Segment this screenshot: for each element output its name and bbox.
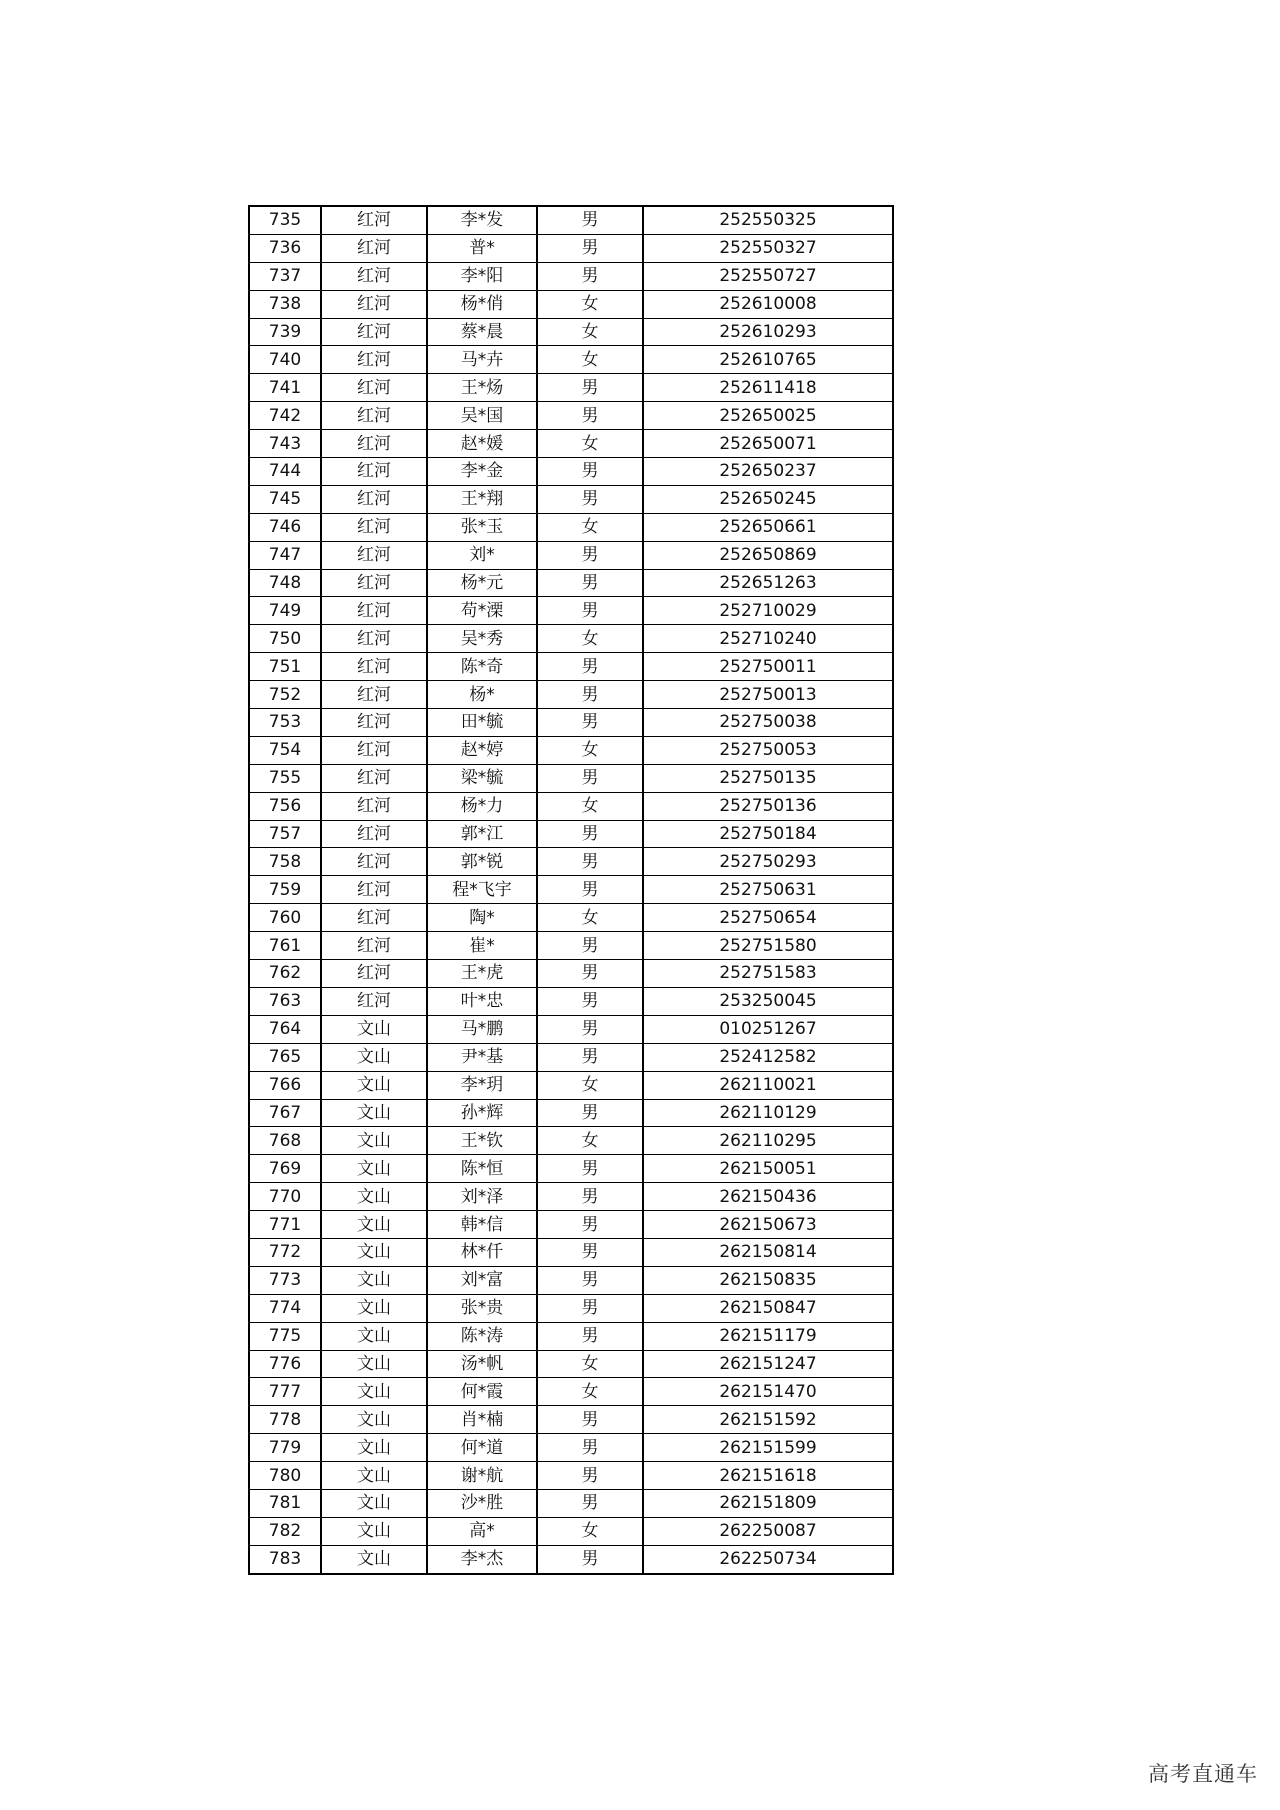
table-row xyxy=(249,1043,893,1071)
cell-name: 高* xyxy=(427,1517,537,1545)
cell-exam-id: 262151592 xyxy=(643,1406,893,1434)
cell-region: 红河 xyxy=(321,513,427,541)
cell-serial-number: 738 xyxy=(249,290,321,318)
cell-gender: 女 xyxy=(537,904,643,932)
cell-name: 吴*国 xyxy=(427,402,537,430)
table-row xyxy=(249,262,893,290)
cell-name: 林*仟 xyxy=(427,1238,537,1266)
cell-name: 赵*媛 xyxy=(427,430,537,458)
cell-region: 红河 xyxy=(321,932,427,960)
cell-serial-number: 757 xyxy=(249,820,321,848)
cell-gender: 男 xyxy=(537,876,643,904)
cell-name: 苟*溧 xyxy=(427,597,537,625)
table-row xyxy=(249,1015,893,1043)
cell-region: 文山 xyxy=(321,1183,427,1211)
cell-name: 王*炀 xyxy=(427,374,537,402)
cell-serial-number: 755 xyxy=(249,764,321,792)
cell-serial-number: 775 xyxy=(249,1322,321,1350)
cell-gender: 男 xyxy=(537,987,643,1015)
table-row xyxy=(249,1294,893,1322)
cell-exam-id: 252750011 xyxy=(643,653,893,681)
cell-name: 李*杰 xyxy=(427,1545,537,1573)
table-row xyxy=(249,1350,893,1378)
cell-region: 文山 xyxy=(321,1462,427,1490)
cell-serial-number: 737 xyxy=(249,262,321,290)
cell-region: 红河 xyxy=(321,681,427,709)
table-row xyxy=(249,513,893,541)
cell-name: 杨*力 xyxy=(427,792,537,820)
cell-gender: 女 xyxy=(537,346,643,374)
cell-name: 叶*忠 xyxy=(427,987,537,1015)
cell-gender: 男 xyxy=(537,1294,643,1322)
cell-serial-number: 749 xyxy=(249,597,321,625)
cell-serial-number: 751 xyxy=(249,653,321,681)
cell-gender: 男 xyxy=(537,262,643,290)
cell-name: 普* xyxy=(427,234,537,262)
cell-serial-number: 740 xyxy=(249,346,321,374)
cell-region: 红河 xyxy=(321,234,427,262)
cell-gender: 男 xyxy=(537,569,643,597)
cell-serial-number: 750 xyxy=(249,625,321,653)
cell-gender: 男 xyxy=(537,764,643,792)
cell-exam-id: 252650245 xyxy=(643,485,893,513)
cell-exam-id: 262150814 xyxy=(643,1238,893,1266)
cell-gender: 男 xyxy=(537,1545,643,1573)
cell-exam-id: 252750136 xyxy=(643,792,893,820)
cell-exam-id: 262151179 xyxy=(643,1322,893,1350)
cell-serial-number: 761 xyxy=(249,932,321,960)
table-row xyxy=(249,1462,893,1490)
cell-name: 孙*辉 xyxy=(427,1099,537,1127)
table-row xyxy=(249,318,893,346)
cell-region: 文山 xyxy=(321,1015,427,1043)
cell-region: 文山 xyxy=(321,1127,427,1155)
table-row xyxy=(249,1434,893,1462)
cell-gender: 男 xyxy=(537,1155,643,1183)
cell-serial-number: 768 xyxy=(249,1127,321,1155)
table-row xyxy=(249,1155,893,1183)
cell-name: 马*卉 xyxy=(427,346,537,374)
cell-serial-number: 741 xyxy=(249,374,321,402)
cell-exam-id: 262110295 xyxy=(643,1127,893,1155)
cell-gender: 男 xyxy=(537,402,643,430)
cell-region: 红河 xyxy=(321,792,427,820)
cell-gender: 男 xyxy=(537,1015,643,1043)
cell-region: 红河 xyxy=(321,653,427,681)
cell-serial-number: 765 xyxy=(249,1043,321,1071)
cell-name: 何*道 xyxy=(427,1434,537,1462)
table-row xyxy=(249,1545,893,1573)
table-row xyxy=(249,987,893,1015)
cell-gender: 女 xyxy=(537,792,643,820)
cell-exam-id: 252710029 xyxy=(643,597,893,625)
cell-exam-id: 262151247 xyxy=(643,1350,893,1378)
cell-name: 陈*奇 xyxy=(427,653,537,681)
cell-exam-id: 262150847 xyxy=(643,1294,893,1322)
cell-exam-id: 252650869 xyxy=(643,541,893,569)
cell-gender: 男 xyxy=(537,1462,643,1490)
table-row xyxy=(249,848,893,876)
cell-region: 文山 xyxy=(321,1211,427,1239)
cell-region: 文山 xyxy=(321,1378,427,1406)
cell-region: 红河 xyxy=(321,206,427,234)
cell-exam-id: 252610293 xyxy=(643,318,893,346)
cell-exam-id: 262150835 xyxy=(643,1266,893,1294)
cell-name: 汤*帆 xyxy=(427,1350,537,1378)
cell-region: 红河 xyxy=(321,764,427,792)
cell-serial-number: 771 xyxy=(249,1211,321,1239)
cell-exam-id: 252650071 xyxy=(643,430,893,458)
cell-region: 红河 xyxy=(321,904,427,932)
cell-serial-number: 756 xyxy=(249,792,321,820)
cell-exam-id: 262151618 xyxy=(643,1462,893,1490)
cell-gender: 男 xyxy=(537,1183,643,1211)
cell-region: 红河 xyxy=(321,290,427,318)
cell-region: 文山 xyxy=(321,1155,427,1183)
cell-gender: 男 xyxy=(537,1099,643,1127)
table-row xyxy=(249,1211,893,1239)
cell-region: 文山 xyxy=(321,1099,427,1127)
cell-region: 文山 xyxy=(321,1071,427,1099)
cell-exam-id: 262110129 xyxy=(643,1099,893,1127)
cell-gender: 男 xyxy=(537,1406,643,1434)
cell-name: 张*贵 xyxy=(427,1294,537,1322)
table-row xyxy=(249,541,893,569)
table-row xyxy=(249,374,893,402)
cell-region: 红河 xyxy=(321,262,427,290)
cell-serial-number: 776 xyxy=(249,1350,321,1378)
cell-serial-number: 766 xyxy=(249,1071,321,1099)
cell-name: 王*虎 xyxy=(427,960,537,988)
cell-serial-number: 760 xyxy=(249,904,321,932)
cell-gender: 男 xyxy=(537,206,643,234)
admission-roster-table xyxy=(248,205,894,1575)
cell-region: 红河 xyxy=(321,458,427,486)
cell-serial-number: 758 xyxy=(249,848,321,876)
cell-exam-id: 262151599 xyxy=(643,1434,893,1462)
table-row xyxy=(249,681,893,709)
cell-name: 李*玥 xyxy=(427,1071,537,1099)
cell-serial-number: 763 xyxy=(249,987,321,1015)
table-row xyxy=(249,820,893,848)
cell-gender: 男 xyxy=(537,681,643,709)
cell-name: 刘*富 xyxy=(427,1266,537,1294)
cell-exam-id: 262150436 xyxy=(643,1183,893,1211)
roster-table-body xyxy=(249,206,893,1574)
cell-name: 蔡*晨 xyxy=(427,318,537,346)
cell-name: 王*翔 xyxy=(427,485,537,513)
cell-gender: 男 xyxy=(537,485,643,513)
cell-region: 红河 xyxy=(321,430,427,458)
cell-name: 陶* xyxy=(427,904,537,932)
cell-exam-id: 252751583 xyxy=(643,960,893,988)
cell-exam-id: 252650661 xyxy=(643,513,893,541)
cell-exam-id: 262250734 xyxy=(643,1545,893,1573)
cell-name: 赵*婷 xyxy=(427,736,537,764)
cell-exam-id: 253250045 xyxy=(643,987,893,1015)
cell-region: 文山 xyxy=(321,1406,427,1434)
cell-region: 红河 xyxy=(321,597,427,625)
cell-region: 红河 xyxy=(321,709,427,737)
cell-name: 李*金 xyxy=(427,458,537,486)
cell-region: 红河 xyxy=(321,987,427,1015)
cell-serial-number: 762 xyxy=(249,960,321,988)
table-row xyxy=(249,458,893,486)
cell-region: 文山 xyxy=(321,1545,427,1573)
cell-name: 吴*秀 xyxy=(427,625,537,653)
cell-exam-id: 252750184 xyxy=(643,820,893,848)
cell-region: 红河 xyxy=(321,569,427,597)
table-row xyxy=(249,1406,893,1434)
cell-exam-id: 262250087 xyxy=(643,1517,893,1545)
table-row xyxy=(249,960,893,988)
cell-region: 文山 xyxy=(321,1238,427,1266)
cell-exam-id: 252751580 xyxy=(643,932,893,960)
cell-exam-id: 252750631 xyxy=(643,876,893,904)
cell-exam-id: 252750293 xyxy=(643,848,893,876)
cell-gender: 女 xyxy=(537,318,643,346)
cell-gender: 女 xyxy=(537,736,643,764)
cell-region: 红河 xyxy=(321,736,427,764)
cell-region: 文山 xyxy=(321,1266,427,1294)
cell-name: 杨*俏 xyxy=(427,290,537,318)
cell-exam-id: 252651263 xyxy=(643,569,893,597)
cell-name: 刘* xyxy=(427,541,537,569)
cell-region: 红河 xyxy=(321,346,427,374)
cell-exam-id: 252750013 xyxy=(643,681,893,709)
cell-name: 杨* xyxy=(427,681,537,709)
cell-exam-id: 262150673 xyxy=(643,1211,893,1239)
cell-serial-number: 772 xyxy=(249,1238,321,1266)
cell-region: 红河 xyxy=(321,318,427,346)
cell-gender: 男 xyxy=(537,1434,643,1462)
cell-serial-number: 783 xyxy=(249,1545,321,1573)
cell-exam-id: 252610008 xyxy=(643,290,893,318)
cell-gender: 男 xyxy=(537,1043,643,1071)
cell-serial-number: 779 xyxy=(249,1434,321,1462)
table-row xyxy=(249,1127,893,1155)
cell-gender: 男 xyxy=(537,1266,643,1294)
cell-name: 王*钦 xyxy=(427,1127,537,1155)
cell-serial-number: 774 xyxy=(249,1294,321,1322)
cell-exam-id: 252611418 xyxy=(643,374,893,402)
cell-region: 红河 xyxy=(321,625,427,653)
cell-exam-id: 252750038 xyxy=(643,709,893,737)
watermark-text: 高考直通车 xyxy=(1148,1762,1258,1786)
cell-name: 马*鹏 xyxy=(427,1015,537,1043)
cell-region: 红河 xyxy=(321,485,427,513)
cell-exam-id: 262110021 xyxy=(643,1071,893,1099)
cell-gender: 男 xyxy=(537,709,643,737)
cell-gender: 男 xyxy=(537,848,643,876)
table-row xyxy=(249,932,893,960)
cell-serial-number: 743 xyxy=(249,430,321,458)
cell-gender: 男 xyxy=(537,234,643,262)
cell-serial-number: 759 xyxy=(249,876,321,904)
table-row xyxy=(249,1099,893,1127)
table-row xyxy=(249,709,893,737)
cell-name: 何*霞 xyxy=(427,1378,537,1406)
cell-name: 郭*锐 xyxy=(427,848,537,876)
cell-serial-number: 754 xyxy=(249,736,321,764)
cell-serial-number: 752 xyxy=(249,681,321,709)
table-row xyxy=(249,1322,893,1350)
cell-region: 文山 xyxy=(321,1294,427,1322)
cell-exam-id: 262150051 xyxy=(643,1155,893,1183)
cell-gender: 女 xyxy=(537,430,643,458)
cell-exam-id: 252550325 xyxy=(643,206,893,234)
table-row xyxy=(249,597,893,625)
cell-serial-number: 780 xyxy=(249,1462,321,1490)
cell-gender: 男 xyxy=(537,1238,643,1266)
cell-serial-number: 753 xyxy=(249,709,321,737)
cell-gender: 男 xyxy=(537,1322,643,1350)
cell-serial-number: 744 xyxy=(249,458,321,486)
cell-name: 尹*基 xyxy=(427,1043,537,1071)
cell-gender: 女 xyxy=(537,1378,643,1406)
cell-gender: 男 xyxy=(537,1489,643,1517)
cell-name: 韩*信 xyxy=(427,1211,537,1239)
cell-exam-id: 262151470 xyxy=(643,1378,893,1406)
cell-serial-number: 782 xyxy=(249,1517,321,1545)
cell-serial-number: 781 xyxy=(249,1489,321,1517)
cell-serial-number: 767 xyxy=(249,1099,321,1127)
cell-gender: 男 xyxy=(537,653,643,681)
cell-name: 李*阳 xyxy=(427,262,537,290)
cell-gender: 女 xyxy=(537,625,643,653)
table-row xyxy=(249,625,893,653)
cell-name: 崔* xyxy=(427,932,537,960)
cell-name: 田*毓 xyxy=(427,709,537,737)
table-row xyxy=(249,234,893,262)
cell-name: 刘*泽 xyxy=(427,1183,537,1211)
cell-name: 沙*胜 xyxy=(427,1489,537,1517)
cell-region: 红河 xyxy=(321,541,427,569)
cell-region: 文山 xyxy=(321,1043,427,1071)
cell-serial-number: 770 xyxy=(249,1183,321,1211)
table-row xyxy=(249,1517,893,1545)
cell-name: 肖*楠 xyxy=(427,1406,537,1434)
table-row xyxy=(249,1238,893,1266)
cell-exam-id: 252750135 xyxy=(643,764,893,792)
table-row xyxy=(249,569,893,597)
cell-region: 文山 xyxy=(321,1489,427,1517)
cell-exam-id: 252750053 xyxy=(643,736,893,764)
cell-serial-number: 736 xyxy=(249,234,321,262)
cell-name: 程*飞宇 xyxy=(427,876,537,904)
cell-name: 郭*江 xyxy=(427,820,537,848)
cell-gender: 男 xyxy=(537,1211,643,1239)
cell-exam-id: 252412582 xyxy=(643,1043,893,1071)
cell-serial-number: 747 xyxy=(249,541,321,569)
cell-name: 陈*涛 xyxy=(427,1322,537,1350)
cell-region: 文山 xyxy=(321,1517,427,1545)
cell-serial-number: 742 xyxy=(249,402,321,430)
table-row xyxy=(249,402,893,430)
table-row xyxy=(249,346,893,374)
cell-gender: 女 xyxy=(537,1350,643,1378)
cell-name: 张*玉 xyxy=(427,513,537,541)
cell-region: 文山 xyxy=(321,1434,427,1462)
cell-name: 陈*恒 xyxy=(427,1155,537,1183)
table-row xyxy=(249,1183,893,1211)
cell-name: 梁*毓 xyxy=(427,764,537,792)
table-row xyxy=(249,1266,893,1294)
cell-gender: 女 xyxy=(537,290,643,318)
table-row xyxy=(249,206,893,234)
cell-exam-id: 252550727 xyxy=(643,262,893,290)
cell-exam-id: 252650237 xyxy=(643,458,893,486)
table-row xyxy=(249,290,893,318)
cell-gender: 男 xyxy=(537,374,643,402)
cell-region: 文山 xyxy=(321,1322,427,1350)
table-row xyxy=(249,1489,893,1517)
cell-region: 红河 xyxy=(321,374,427,402)
cell-gender: 男 xyxy=(537,932,643,960)
cell-gender: 男 xyxy=(537,541,643,569)
cell-serial-number: 746 xyxy=(249,513,321,541)
cell-region: 红河 xyxy=(321,960,427,988)
table-row xyxy=(249,1378,893,1406)
table-row xyxy=(249,876,893,904)
cell-gender: 女 xyxy=(537,1127,643,1155)
cell-region: 红河 xyxy=(321,402,427,430)
cell-region: 红河 xyxy=(321,876,427,904)
cell-gender: 男 xyxy=(537,458,643,486)
table-row xyxy=(249,792,893,820)
cell-exam-id: 252650025 xyxy=(643,402,893,430)
cell-gender: 女 xyxy=(537,1071,643,1099)
cell-serial-number: 773 xyxy=(249,1266,321,1294)
table-row xyxy=(249,764,893,792)
cell-gender: 男 xyxy=(537,820,643,848)
cell-name: 李*发 xyxy=(427,206,537,234)
cell-exam-id: 252550327 xyxy=(643,234,893,262)
cell-serial-number: 764 xyxy=(249,1015,321,1043)
cell-gender: 男 xyxy=(537,960,643,988)
cell-exam-id: 252610765 xyxy=(643,346,893,374)
cell-serial-number: 769 xyxy=(249,1155,321,1183)
table-row xyxy=(249,1071,893,1099)
cell-region: 红河 xyxy=(321,820,427,848)
cell-gender: 女 xyxy=(537,1517,643,1545)
cell-serial-number: 739 xyxy=(249,318,321,346)
cell-exam-id: 252750654 xyxy=(643,904,893,932)
cell-exam-id: 010251267 xyxy=(643,1015,893,1043)
cell-exam-id: 252710240 xyxy=(643,625,893,653)
cell-serial-number: 777 xyxy=(249,1378,321,1406)
cell-gender: 男 xyxy=(537,597,643,625)
cell-exam-id: 262151809 xyxy=(643,1489,893,1517)
table-row xyxy=(249,653,893,681)
cell-name: 谢*航 xyxy=(427,1462,537,1490)
cell-serial-number: 735 xyxy=(249,206,321,234)
cell-name: 杨*元 xyxy=(427,569,537,597)
cell-serial-number: 748 xyxy=(249,569,321,597)
cell-gender: 女 xyxy=(537,513,643,541)
table-row xyxy=(249,485,893,513)
cell-region: 文山 xyxy=(321,1350,427,1378)
cell-serial-number: 778 xyxy=(249,1406,321,1434)
cell-region: 红河 xyxy=(321,848,427,876)
cell-serial-number: 745 xyxy=(249,485,321,513)
table-row xyxy=(249,736,893,764)
table-row xyxy=(249,904,893,932)
table-row xyxy=(249,430,893,458)
